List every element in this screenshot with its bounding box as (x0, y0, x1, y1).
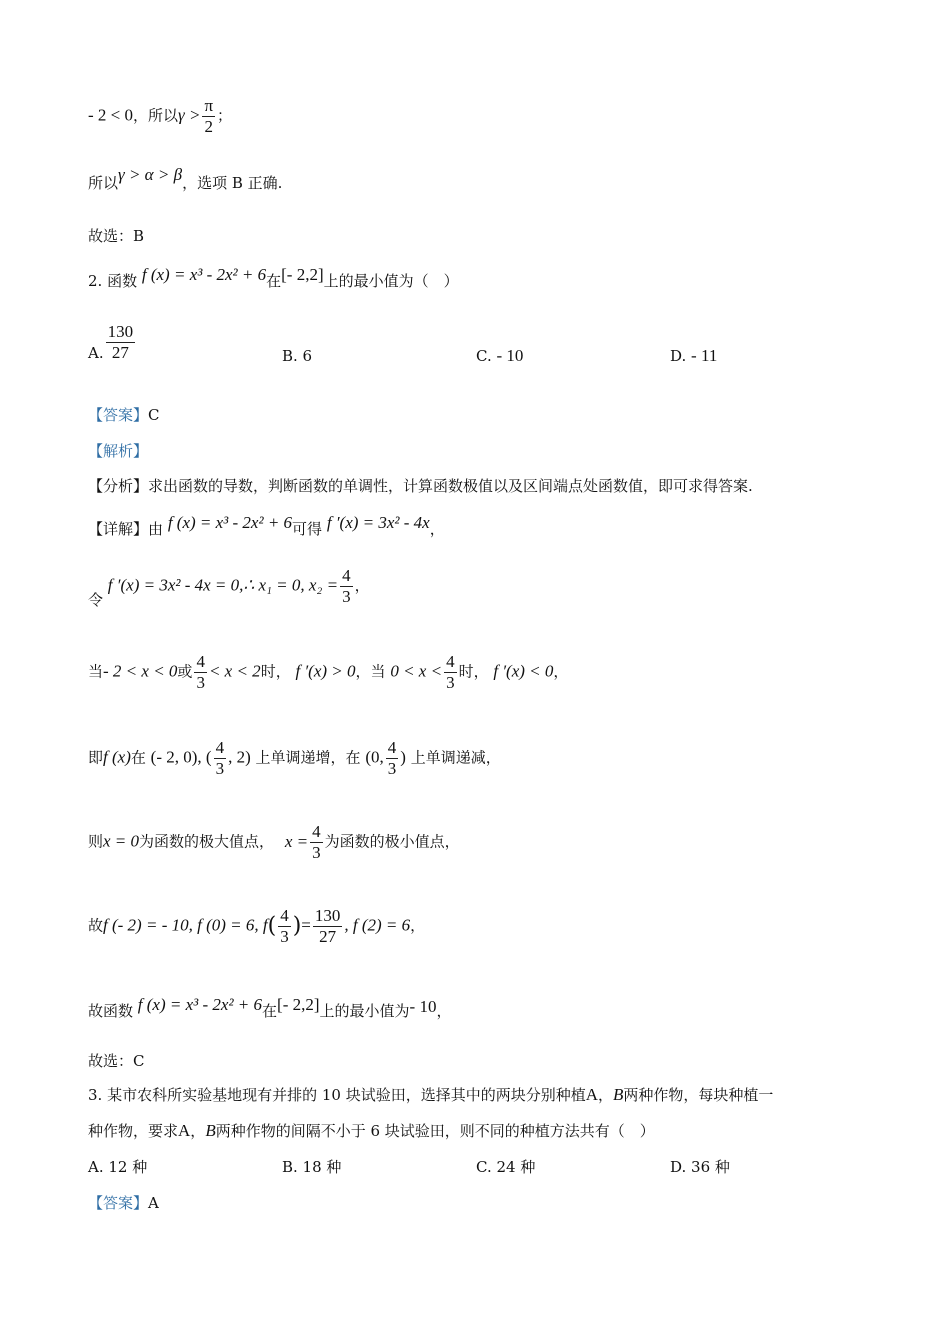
text: ， (429, 520, 445, 538)
numerator: 130 (107, 322, 134, 341)
math-derivative: f ′(x) = 3x² - 4x (326, 513, 430, 532)
paren-right: ) (292, 913, 302, 939)
text: 令 (88, 590, 104, 609)
text: 上单调递减， (410, 748, 501, 767)
text: ， (190, 1122, 206, 1140)
denominator: 3 (342, 587, 351, 606)
math-expr: γ > α > β (118, 165, 183, 184)
text: 为函数的极大值点， (139, 832, 275, 851)
text: 当 (88, 662, 104, 681)
math-interval: ) (400, 747, 406, 767)
gu-line (88, 906, 425, 947)
answer-tag: 【答案】 (88, 406, 149, 424)
math-expr: = (301, 915, 311, 935)
math-expr: - 2 < 0 (88, 105, 133, 125)
denominator: 2 (202, 116, 215, 137)
text: 在 (130, 748, 146, 767)
text: ，当 (355, 662, 386, 681)
text: ，所以 (133, 106, 179, 125)
option-label: D. (670, 347, 687, 365)
text: ， (410, 916, 426, 935)
math-expr: f (- 2) = - 10, f (0) = 6, f (103, 915, 268, 935)
answer-line (88, 1192, 159, 1214)
fenxi-tag: 【分析】 (88, 477, 149, 495)
numerator: 130 (314, 906, 341, 925)
option-a (88, 322, 137, 363)
numerator: 4 (196, 652, 205, 671)
math-expr: f ′(x) < 0 (493, 661, 554, 681)
fraction (340, 566, 353, 607)
denominator: 3 (387, 759, 397, 778)
math-expr: f ′(x) > 0 (295, 661, 356, 681)
question-3-line-1 (88, 1084, 773, 1106)
option-b: B. 6 (282, 347, 313, 365)
fenxi-text: 求出函数的导数，判断函数的单调性，计算函数极值以及区间端点处函数值，即可求得答案. (148, 477, 753, 495)
answer-choice-line: 故选：C (88, 1052, 145, 1070)
option-label: C. (476, 347, 492, 365)
text: 2. 函数 (88, 272, 138, 290)
option-d: D. 36 种 (670, 1158, 730, 1176)
answer-tag: 【答案】 (88, 1194, 149, 1212)
option-c: C. 24 种 (476, 1158, 536, 1176)
math-expr: < x < 2 (208, 661, 261, 681)
answer-value: A (148, 1194, 159, 1212)
denominator: 3 (215, 759, 225, 778)
option-value: - 11 (691, 346, 718, 365)
math-function: f (x) = x³ - 2x² + 6 (141, 265, 267, 284)
analysis-line (88, 440, 148, 462)
text: 上的最小值为 (319, 1002, 410, 1020)
math-expr: x = (284, 831, 309, 851)
text: ， (553, 662, 569, 681)
numerator: 4 (215, 738, 225, 757)
text: 则 (88, 832, 104, 851)
text: 3. 某市农科所实验基地现有并排的 10 块试验田，选择其中的两块分别种植 (88, 1086, 586, 1104)
fraction (202, 96, 215, 137)
answer-choice-line: 故选：B (88, 227, 145, 245)
math-function: f (x) (103, 747, 131, 767)
numerator: 4 (312, 822, 321, 841)
detail-tag: 【详解】 (88, 520, 149, 538)
denominator: 27 (313, 926, 343, 947)
math-var: B (205, 1121, 216, 1140)
ji-line (88, 738, 501, 779)
math-interval: (- 2, 0), ( (150, 747, 212, 767)
option-value: - 10 (496, 346, 524, 365)
answer-line (88, 404, 160, 426)
math-var: B (613, 1085, 624, 1104)
text: 或 (177, 662, 193, 681)
numerator: π (204, 96, 214, 115)
option-label: A. (88, 343, 104, 362)
text: ， (598, 1086, 614, 1104)
math-interval: [- 2,2] (277, 995, 320, 1014)
option-c (476, 345, 523, 367)
math-interval: (0, (365, 747, 384, 767)
math-expr: 0 < x < (390, 661, 443, 681)
text: 两种作物的间隔不小于 6 块试验田，则不同的种植方法共有（ ） (215, 1122, 655, 1140)
numerator: 4 (446, 652, 455, 671)
line-gamma-pi (88, 96, 232, 137)
text: 由 (148, 520, 164, 538)
math-value: - 10 (409, 997, 437, 1016)
option-b: B. 18 种 (282, 1158, 342, 1176)
text: 上单调递增，在 (255, 748, 361, 767)
text: 上的最小值为（ ） (323, 272, 459, 290)
question-3-line-2 (88, 1120, 655, 1142)
fraction (310, 822, 323, 863)
text: 两种作物，每块种植一 (623, 1086, 774, 1104)
option-a: A. 12 种 (88, 1158, 148, 1176)
text: ， (436, 1002, 452, 1020)
math-expr: f ′(x) = 3x² - 4x = 0,∴ x₁ = 0, x₂ = (107, 575, 339, 595)
fenxi-line (88, 475, 753, 497)
text: 所以 (88, 174, 119, 192)
text: 故 (88, 916, 104, 935)
fraction (278, 906, 291, 947)
paren-left: ( (267, 913, 277, 939)
text: 种作物，要求 (88, 1122, 179, 1140)
text: ，选项 B 正确. (182, 174, 283, 192)
fraction (214, 738, 227, 779)
fraction (194, 652, 207, 693)
text: 可得 (292, 520, 323, 538)
guhs-line (88, 995, 452, 1022)
math-expr: x = 0 (103, 831, 140, 851)
answer-value: C (148, 406, 160, 424)
denominator: 3 (280, 927, 289, 946)
ling-line (88, 566, 370, 607)
fraction (106, 322, 136, 363)
denominator: 27 (106, 342, 136, 363)
math-function: f (x) = x³ - 2x² + 6 (137, 995, 263, 1014)
math-function: f (x) = x³ - 2x² + 6 (167, 513, 293, 532)
math-expr: - 2 < x < 0 (103, 661, 178, 681)
math-interval: [- 2,2] (281, 265, 324, 284)
text: 时， (458, 662, 489, 681)
question-2-stem (88, 265, 459, 292)
detail-line (88, 513, 445, 540)
math-var: A (585, 1085, 598, 1104)
text: 在 (266, 272, 282, 290)
denominator: 3 (312, 843, 321, 862)
ze-line (88, 822, 460, 863)
text: 故函数 (88, 1002, 134, 1020)
numerator: 4 (342, 566, 351, 585)
fraction (444, 652, 457, 693)
analysis-tag: 【解析】 (88, 442, 149, 460)
text: ， (354, 576, 370, 595)
math-expr: γ > (178, 105, 201, 125)
text: 为函数的极小值点， (324, 832, 460, 851)
text: ； (217, 106, 233, 125)
math-var: A (178, 1121, 191, 1140)
text: 即 (88, 748, 104, 767)
text: 时， (260, 662, 291, 681)
dang-line (88, 652, 568, 693)
denominator: 3 (196, 673, 205, 692)
line-conclusion (88, 165, 283, 194)
text: 在 (262, 1002, 278, 1020)
math-interval: , 2) (228, 747, 251, 767)
fraction (386, 738, 399, 779)
option-d (670, 345, 717, 367)
math-expr: , f (2) = 6 (344, 915, 411, 935)
numerator: 4 (387, 738, 397, 757)
denominator: 3 (446, 673, 455, 692)
numerator: 4 (280, 906, 289, 925)
fraction (313, 906, 343, 947)
